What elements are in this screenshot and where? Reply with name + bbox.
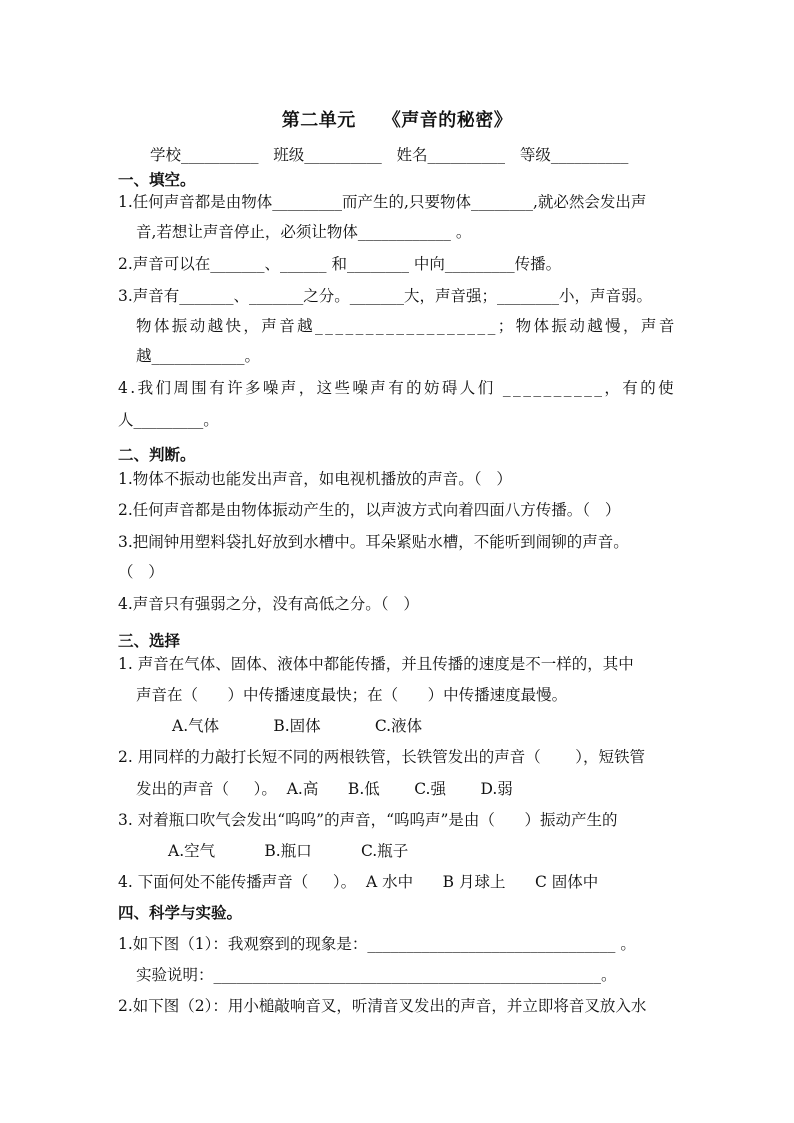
fill-q3-line2-part1: 物体振动越快，声音越	[136, 317, 316, 335]
judge-q3-line2: （ ）	[118, 563, 164, 581]
choice-q2-line1: 2. 用同样的力敲打长短不同的两根铁管，长铁管发出的声音（ ），短铁管	[118, 748, 645, 766]
fill-q1-line2: 音,若想让声音停止，必须让物体____________ 。	[136, 223, 472, 241]
choice-q3-line1: 3. 对着瓶口吹气会发出“呜呜”的声音，“呜呜声”是由（ ）振动产生的	[118, 811, 618, 829]
fill-q4-line2: 人_________。	[118, 411, 219, 429]
student-info-line: 学校__________ 班级__________ 姓名__________ 等级__________	[150, 146, 629, 164]
section-choice-heading: 三、选择	[118, 631, 181, 650]
choice-q1-options: A.气体 B.固体 C.液体	[172, 717, 423, 735]
choice-q1-line2: 声音在（ ）中传播速度最快；在（ ）中传播速度最慢。	[136, 686, 568, 704]
section-fill-heading: 一、填空。	[118, 170, 196, 189]
fill-q4-line1-part2: __________，有的使	[502, 379, 676, 397]
fill-q4-line1	[118, 378, 676, 398]
section-judge-heading: 二、判断。	[118, 445, 196, 464]
choice-q1-line1: 1. 声音在气体、固体、液体中都能传播，并且传播的速度是不一样的，其中	[118, 655, 634, 673]
choice-q3-options: A.空气 B.瓶口 C.瓶子	[168, 842, 409, 860]
worksheet-title: 第二单元 《声音的秘密》	[281, 110, 513, 131]
judge-q4: 4.声音只有强弱之分，没有高低之分。（ ）	[118, 595, 419, 613]
science-q1-line1: 1.如下图（1）：我观察到的现象是：________________________________ 。	[118, 935, 636, 953]
choice-q2-line2: 发出的声音（ ）。 A.高 B.低 C.强 D.弱	[136, 780, 513, 798]
judge-q1: 1.物体不振动也能发出声音，如电视机播放的声音。（ ）	[118, 470, 512, 488]
fill-q3-line2	[136, 316, 676, 336]
judge-q3-line1: 3.把闹钟用塑料袋扎好放到水槽中。耳朵紧贴水槽，不能听到闹铆的声音。	[118, 533, 629, 551]
fill-q3-line1: 3.声音有_______、_______之分。_______大，声音强；________小，声音弱。	[118, 287, 653, 305]
fill-q3-line2-part2: __________________；物体振动越慢，声音	[315, 317, 677, 335]
judge-q2: 2.任何声音都是由物体振动产生的，以声波方式向着四面八方传播。（ ）	[118, 501, 621, 519]
section-science-heading: 四、科学与实验。	[118, 903, 243, 922]
science-q2-line1: 2.如下图（2）：用小槌敲响音叉，听清音叉发出的声音，并立即将音叉放入水	[118, 997, 647, 1015]
choice-q4: 4. 下面何处不能传播声音（ ）。 A 水中 B 月球上 C 固体中	[118, 873, 599, 891]
fill-q2: 2.声音可以在_______、______ 和________ 中向_________传播。	[118, 255, 562, 273]
fill-q4-line1-part1: 4.我们周围有许多噪声，这些噪声有的妨碍人们	[118, 379, 496, 397]
science-q1-line2: 实验说明：__________________________________________________。	[136, 966, 617, 984]
fill-q3-line3: 越____________。	[136, 347, 261, 365]
fill-q1-line1: 1.任何声音都是由物体_________而产生的,只要物体________,就必然会发出声	[118, 193, 647, 211]
